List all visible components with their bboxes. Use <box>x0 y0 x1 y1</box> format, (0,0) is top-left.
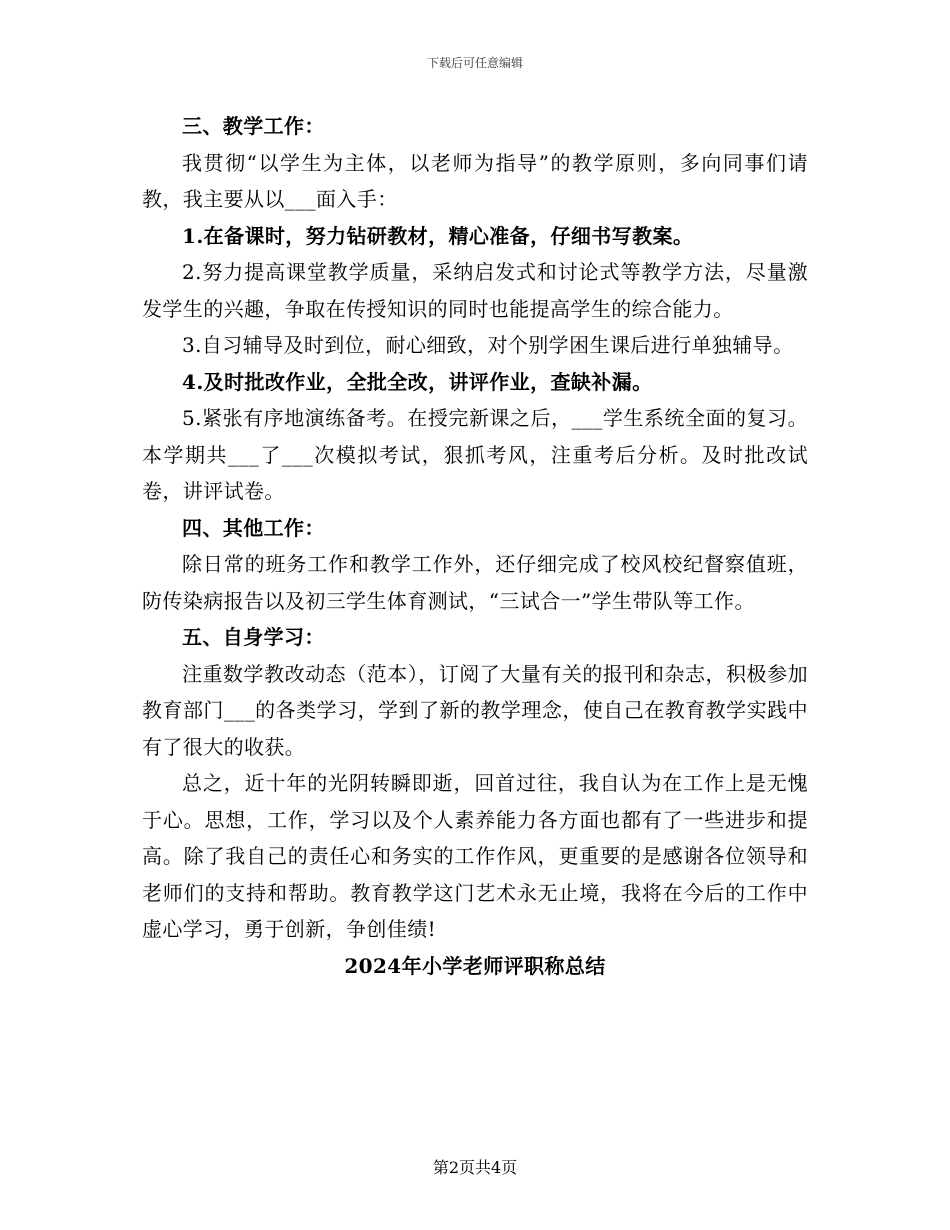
section-heading-self-study: 五、自身学习： <box>182 625 325 649</box>
list-item-exam-prep: 5.紧张有序地演练备考。在授完新课之后，___学生系统全面的复习。本学期共___了___次模拟考试，狠抓考风，注重考后分析。及时批改试卷，讲评试卷。 <box>142 406 808 503</box>
section-heading-other-work: 四、其他工作： <box>182 515 325 540</box>
next-document-title: 2024年小学老师评职称总结 <box>344 953 606 978</box>
list-item-lesson-prep: 1.在备课时，努力钻研教材，精心准备，仔细书写教案。 <box>182 223 694 248</box>
paragraph-teaching-principle: 我贯彻“以学生为主体，以老师为指导”的教学原则，多向同事们请教，我主要从以___面入手： <box>142 150 808 211</box>
paragraph-self-study: 注重数学教改动态（范本），订阅了大量有关的报刊和杂志，积极参加教育部门___的各类学习，学到了新的教学理念，使自己在教育教学实践中有了很大的收获。 <box>142 661 808 759</box>
document-body <box>142 108 808 984</box>
list-item-homework: 4.及时批改作业，全批全改，讲评作业，查缺补漏。 <box>182 369 653 394</box>
page-number-footer: 第2页共4页 <box>432 1158 518 1177</box>
list-item-class-quality: 2.努力提高课堂教学质量，采纳启发式和讨论式等教学方法，尽量激发学生的兴趣，争取在传授知识的同时也能提高学生的综合能力。 <box>142 260 808 321</box>
paragraph-summary: 总之，近十年的光阴转瞬即逝，回首过往，我自认为在工作上是无愧于心。思想，工作，学习以及个人素养能力各方面也都有了一些进步和提高。除了我自己的责任心和务实的工作作风，更重要的是感谢各位领导和老师们的支持和帮助。教育教学这门艺术永无止境，我将在今后的工作中虚心学习，勇于创新，争创佳绩! <box>142 771 808 941</box>
section-heading-teaching: 三、教学工作： <box>182 114 325 138</box>
page-header-note: 下载后可任意编辑 <box>426 56 523 70</box>
list-item-self-study-tutoring: 3.自习辅导及时到位，耐心细致，对个别学困生课后进行单独辅导。 <box>182 333 794 357</box>
paragraph-other-work: 除日常的班务工作和教学工作外，还仔细完成了校风校纪督察值班，防传染病报告以及初三学生体育测试，“三试合一”学生带队等工作。 <box>142 552 808 613</box>
